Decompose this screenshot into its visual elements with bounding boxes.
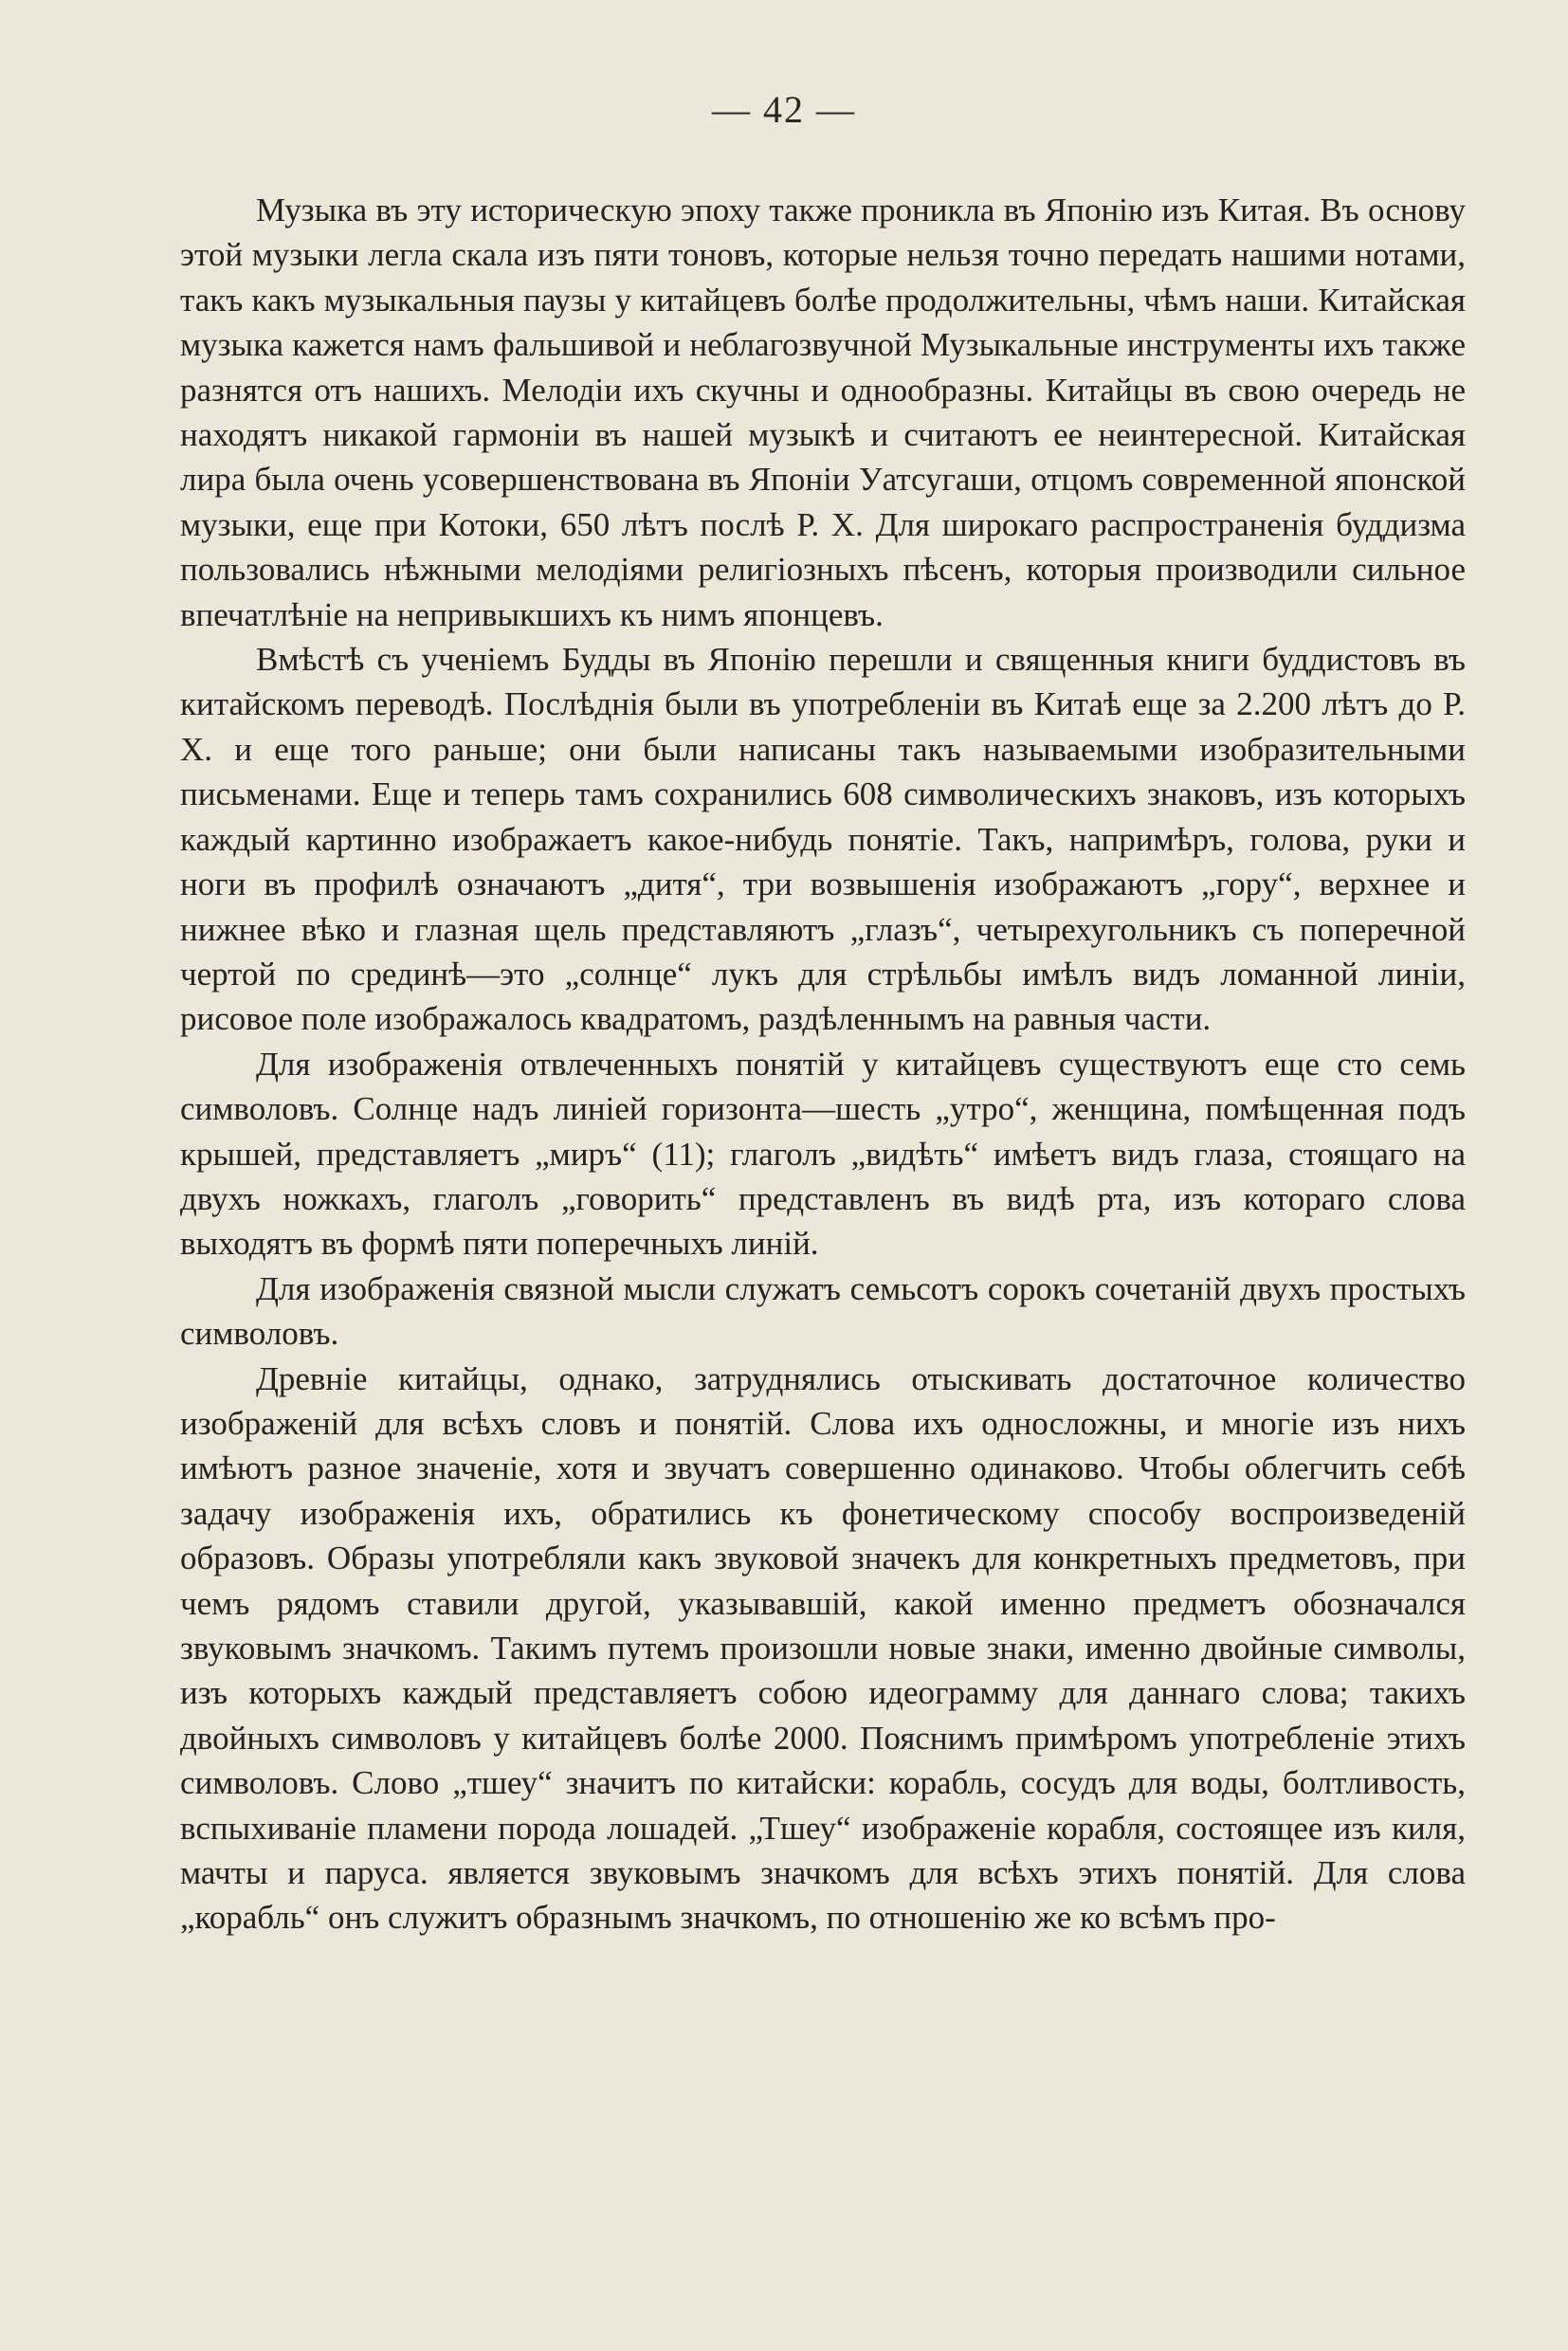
paragraph: Музыка въ эту историческую эпоху также проникла въ Японію изъ Китая. Въ основу этой музыки легла скала изъ пяти тоновъ, которые нельзя точно передать нашими нотами, такъ какъ музыкальныя паузы у китайцевъ болѣе продолжительны, чѣмъ наши. Китайская музыка кажется намъ фальшивой и неблагозвучной Музыкальные инструменты ихъ также разнятся отъ нашихъ. Мелодіи ихъ скучны и однообразны. Китайцы въ свою очередь не находятъ никакой гармоніи въ нашей музыкѣ и считаютъ ее неинтересной. Китайская лира была очень усовершенствована въ Японіи Уатсугаши, отцомъ современной японской музыки, еще при Котоки, 650 лѣтъ послѣ Р. Х. Для широкаго распространенія буддизма пользовались нѣжными мелодіями религіозныхъ пѣсенъ, которыя производили сильное впечатлѣніе на непривыкшихъ къ нимъ японцевъ. [180,191,1466,633]
body-text [180,188,1466,1941]
page-number: — 42 — [712,88,856,131]
paragraph: Древніе китайцы, однако, затруднялись отыскивать достаточное количество изображеній для всѣхъ словъ и понятій. Слова ихъ односложны, и многіе изъ нихъ имѣютъ разное значеніе, хотя и звучатъ совершенно одинаково. Чтобы облегчить себѣ задачу изображенія ихъ, обратились къ фонетическому способу воспроизведеній образовъ. Образы употребляли какъ звуковой значекъ для конкретныхъ предметовъ, при чемъ рядомъ ставили другой, указывавшій, какой именно предметъ обозначался звуковымъ значкомъ. Такимъ путемъ произошли новые знаки, именно двойные символы, изъ которыхъ каждый представляетъ собою идеограмму для даннаго слова; такихъ двойныхъ символовъ у китайцевъ болѣе 2000. Пояснимъ примѣромъ употребленіе этихъ символовъ. Слово „тшеу“ значитъ по китайски: корабль, сосудъ для воды, болтливость, вспыхиваніе пламени порода лошадей. „Тшеу“ изображеніе корабля, состоящее изъ киля, мачты и паруса. является звуковымъ значкомъ для всѣхъ этихъ понятій. Для слова „корабль“ онъ служитъ образнымъ значкомъ, по отношенію же ко всѣмъ про- [180,1359,1466,1937]
paragraph: Для изображенія отвлеченныхъ понятій у китайцевъ существуютъ еще сто семь символовъ. Солнце надъ линіей горизонта—шесть „утро“, женщина, помѣщенная подъ крышей, представляетъ „миръ“ (11); глаголъ „видѣть“ имѣетъ видъ глаза, стоящаго на двухъ ножкахъ, глаголъ „говорить“ представленъ въ видѣ рта, изъ котораго слова выходятъ въ формѣ пяти поперечныхъ линій. [180,1045,1466,1263]
paragraph: Для изображенія связной мысли служатъ семьсотъ сорокъ сочетаній двухъ простыхъ символовъ. [180,1269,1466,1353]
paragraph: Вмѣстѣ съ ученіемъ Будды въ Японію перешли и священныя книги буддистовъ въ китайскомъ переводѣ. Послѣднія были въ употребленіи въ Китаѣ еще за 2.200 лѣтъ до Р. Х. и еще того раньше; они были написаны такъ называемыми изобразительными письменами. Еще и теперь тамъ сохранились 608 символическихъ знаковъ, изъ которыхъ каждый картинно изображаетъ какое-нибудь понятіе. Такъ, напримѣръ, голова, руки и ноги въ профилѣ означаютъ „дитя“, три возвышенія изображаютъ „гору“, верхнее и нижнее вѣко и глазная щель представляютъ „глазъ“, четырехугольникъ съ поперечной чертой по срединѣ—это „солнце“ лукъ для стрѣльбы имѣлъ видъ ломанной линіи, рисовое поле изображалось квадратомъ, раздѣленнымъ на равныя части. [180,641,1466,1038]
